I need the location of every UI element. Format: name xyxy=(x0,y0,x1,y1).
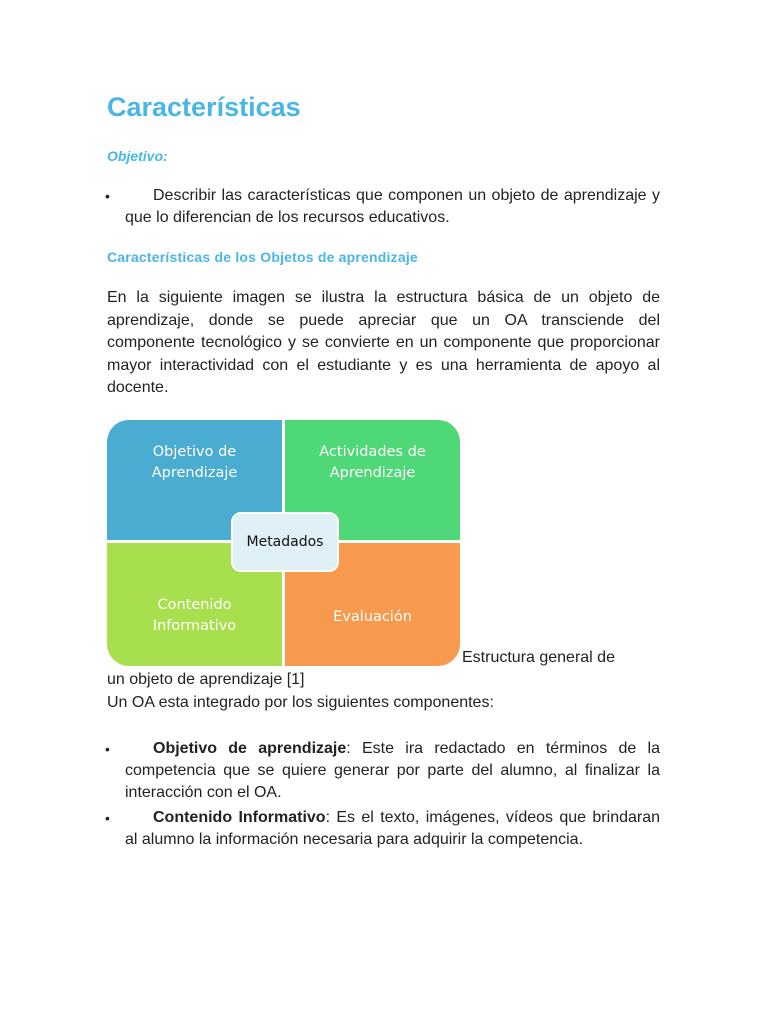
objective-text: Describir las características que componen un objeto de aprendizaje y que lo diferencian de los recursos educativos. xyxy=(125,187,660,226)
quadrant-label-line: Aprendizaje xyxy=(329,465,416,481)
quadrant-label-line: Contenido xyxy=(157,597,232,613)
page-title: Características xyxy=(107,92,301,122)
objective-bullet xyxy=(107,185,660,229)
intro-paragraph: En la siguiente imagen se ilustra la estructura básica de un objeto de aprendizaje, donde se puede apreciar que un OA transciende del componente tecnológico y se convierte en un componente que proporcionar mayor interactividad con el estudiante y es una herramienta de apoyo al docente. xyxy=(107,289,660,396)
components-intro: Un OA esta integrado por los siguientes componentes: xyxy=(107,694,494,711)
center-metadados: Metadados xyxy=(231,512,339,572)
component-item xyxy=(107,738,660,804)
component-text xyxy=(107,738,660,804)
component-term: Objetivo de aprendizaje xyxy=(153,740,347,757)
objective-label: Objetivo: xyxy=(107,148,168,164)
quadrant-label-line: Objetivo de xyxy=(152,444,237,460)
bullet-icon: • xyxy=(105,188,110,204)
component-term: Contenido Informativo xyxy=(153,809,326,826)
quadrant-label-line: Informativo xyxy=(152,618,237,634)
quadrant-label-line: Evaluación xyxy=(333,609,412,625)
bullet-icon: • xyxy=(105,741,110,757)
bullet-icon: • xyxy=(105,810,110,826)
component-description: : Es el texto, imágenes, vídeos que brindaran al alumno la información necesaria para adquirir la competencia. xyxy=(125,809,661,848)
figure-caption-part2: un objeto de aprendizaje [1] xyxy=(107,671,305,688)
component-description: : Este ira redactado en términos de la competencia que se quiere generar por parte del alumno, al finalizar la interacción con el OA. xyxy=(125,740,660,801)
component-item xyxy=(107,807,660,851)
figure-caption-part1: Estructura general de xyxy=(462,649,615,666)
quadrant-label-line: Actividades de xyxy=(319,444,426,460)
component-text xyxy=(107,807,660,851)
oa-structure-diagram xyxy=(107,420,462,666)
section-title: Características de los Objetos de aprendizaje xyxy=(107,249,418,265)
quadrant-label-line: Aprendizaje xyxy=(151,465,238,481)
